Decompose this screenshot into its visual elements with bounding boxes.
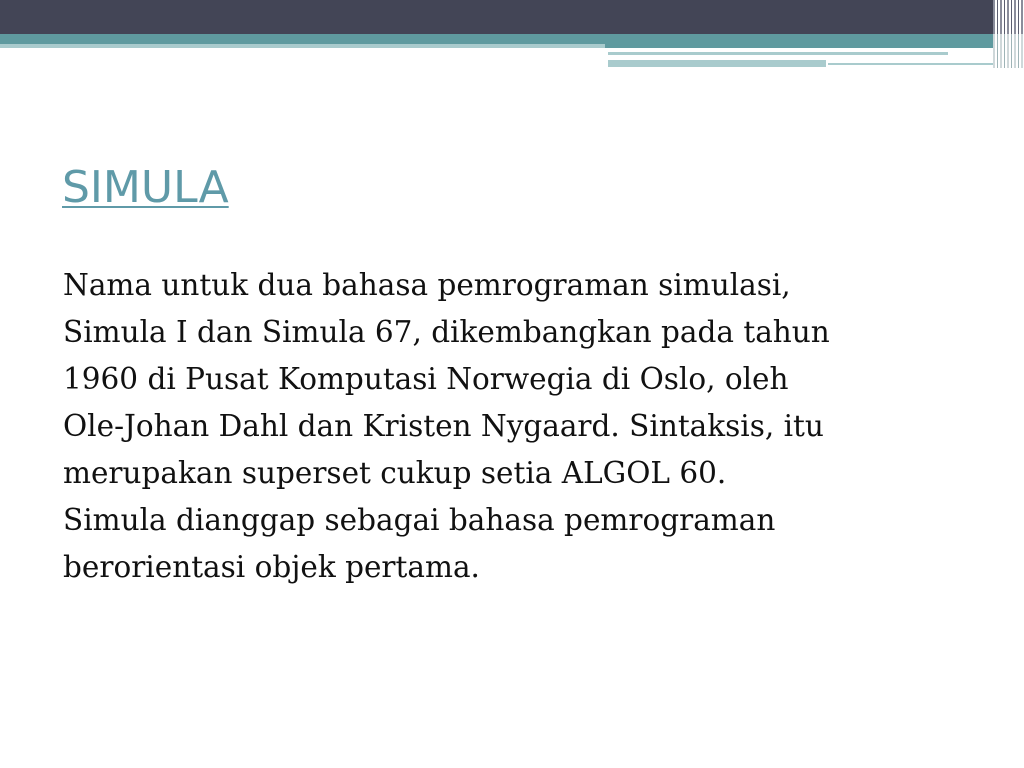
body-line: 1960 di Pusat Komputasi Norwegia di Oslo, oleh [63,362,789,396]
body-line: Nama untuk dua bahasa pemrograman simulasi, [63,268,791,302]
body-line: merupakan superset cukup setia ALGOL 60. [63,456,727,490]
header-banner-teal [0,34,1024,44]
header-banner-accent [0,44,605,48]
body-line: Simula I dan Simula 67, dikembangkan pada tahun [63,315,830,349]
body-line: Ole-Johan Dahl dan Kristen Nygaard. Sintaksis, itu [63,409,824,443]
header-stripes-dark [993,0,1024,34]
header-accent-line [828,63,1000,65]
header-accent-line [608,60,826,67]
header-accent-line [608,52,948,55]
body-line: Simula dianggap sebagai bahasa pemrograman [63,503,776,537]
body-line: berorientasi objek pertama. [63,550,480,584]
slide-title-link[interactable]: SIMULA [62,162,229,213]
slide-body [63,262,983,591]
header-banner-dark [0,0,1024,34]
